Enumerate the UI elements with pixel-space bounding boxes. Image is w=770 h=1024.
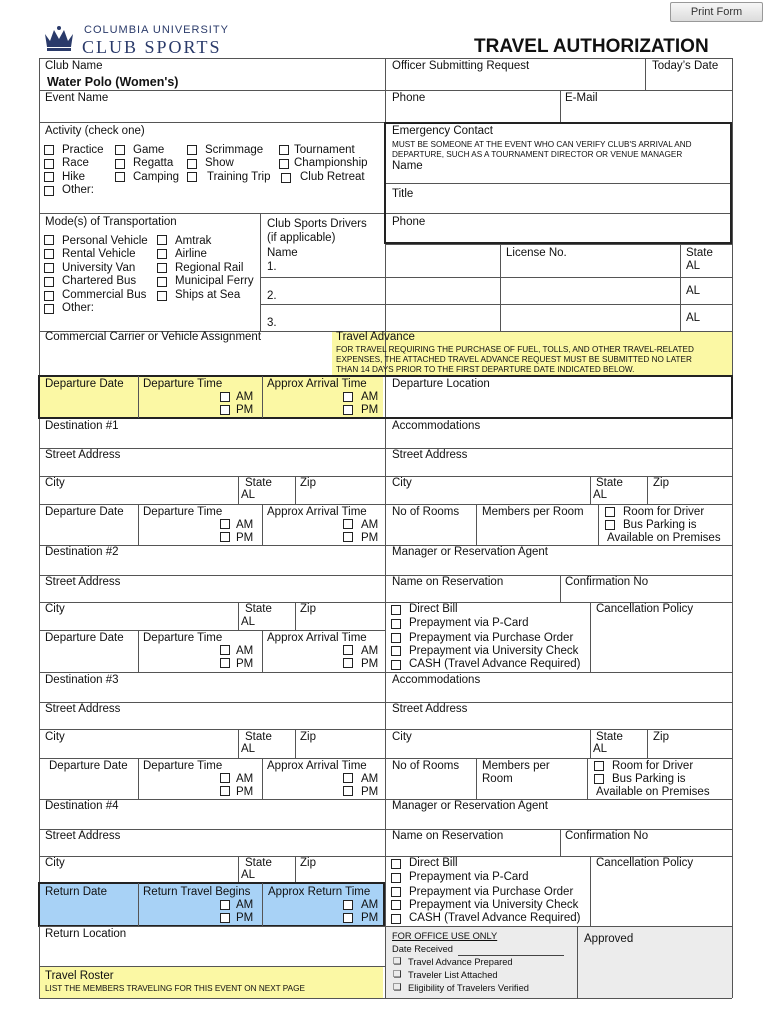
- crown-logo-icon: [42, 25, 76, 53]
- dep2-am-checkbox[interactable]: [220, 519, 230, 529]
- dest1-street-label: Street Address: [45, 449, 121, 461]
- arr2-am-label: AM: [361, 519, 379, 531]
- arr3-pm-label: PM: [361, 658, 379, 670]
- checkbox-activity-other[interactable]: [44, 186, 54, 196]
- available-2-label: Available on Premises: [596, 786, 710, 798]
- activity-label: Activity (check one): [45, 125, 145, 137]
- checkbox-municipal-ferry[interactable]: [157, 277, 167, 287]
- checkbox-hike[interactable]: [44, 172, 54, 182]
- dest3-state-value[interactable]: AL: [241, 743, 256, 755]
- option-camping: Camping: [133, 171, 180, 183]
- option-airline: Airline: [175, 248, 207, 260]
- ret-dep-pm-label: PM: [236, 912, 254, 924]
- driver-3-num: 3.: [267, 317, 277, 329]
- date-received-label: Date Received: [392, 944, 453, 954]
- dep2-pm-checkbox[interactable]: [220, 532, 230, 542]
- emergency-title-label: Title: [392, 188, 414, 200]
- departure-location-label: Departure Location: [392, 378, 490, 390]
- acc1-state-label: State: [596, 477, 623, 489]
- driver-name-label: Name: [267, 247, 298, 259]
- option-tournament: Tournament: [294, 144, 355, 156]
- pay1-direct-bill-checkbox[interactable]: [391, 605, 401, 615]
- arr2-pm-checkbox[interactable]: [343, 532, 353, 542]
- confirmation-1-label: Confirmation No: [565, 576, 649, 588]
- arr2-pm-label: PM: [361, 532, 379, 544]
- dest4-street-label: Street Address: [45, 830, 121, 842]
- checkbox-club-retreat[interactable]: [281, 173, 291, 183]
- print-form-button[interactable]: Print Form: [670, 2, 763, 22]
- return-time-label: Approx Return Time: [268, 886, 371, 898]
- option-chartered-bus: Chartered Bus: [62, 275, 137, 287]
- acc1-city-label: City: [392, 477, 412, 489]
- available-1-label: Available on Premises: [607, 532, 721, 544]
- dep3-am-checkbox[interactable]: [220, 645, 230, 655]
- travel-advance-label: Travel Advance: [336, 331, 415, 343]
- option-show: Show: [205, 157, 234, 169]
- office-item-1: Travel Advance Prepared: [408, 957, 513, 967]
- no-rooms-2-label: No of Rooms: [392, 760, 460, 772]
- club-name-label: Club Name: [45, 60, 103, 72]
- option-amtrak: Amtrak: [175, 235, 212, 247]
- office-check-1: ❏: [393, 956, 402, 966]
- pay1-cash: CASH (Travel Advance Required): [409, 658, 581, 670]
- checkbox-transport-other[interactable]: [44, 304, 54, 314]
- event-name-label: Event Name: [45, 92, 109, 104]
- name-reservation-1-label: Name on Reservation: [392, 576, 504, 588]
- arr4-am-label: AM: [361, 773, 379, 785]
- dep2-time-label: Departure Time: [143, 506, 223, 518]
- pay2-cash-checkbox[interactable]: [391, 914, 401, 924]
- option-commercial-bus: Commercial Bus: [62, 289, 147, 301]
- checkbox-camping[interactable]: [115, 172, 125, 182]
- pay2-check-checkbox[interactable]: [391, 900, 401, 910]
- dep1-time-label: Departure Time: [143, 378, 223, 390]
- checkbox-regatta[interactable]: [115, 159, 125, 169]
- pay2-check: Prepayment via University Check: [409, 899, 579, 911]
- checkbox-practice[interactable]: [44, 145, 54, 155]
- option-municipal-ferry: Municipal Ferry: [175, 275, 254, 287]
- bus-parking-2-checkbox[interactable]: [594, 774, 604, 784]
- ret-arr-am-label: AM: [361, 899, 379, 911]
- checkbox-chartered-bus[interactable]: [44, 277, 54, 287]
- checkbox-personal-vehicle[interactable]: [44, 235, 54, 245]
- dest1-state-value[interactable]: AL: [241, 489, 256, 501]
- option-regatta: Regatta: [133, 157, 174, 169]
- dep3-pm-checkbox[interactable]: [220, 658, 230, 668]
- dest2-street-label: Street Address: [45, 576, 121, 588]
- carrier-label: Commercial Carrier or Vehicle Assignment: [45, 331, 262, 343]
- driver-3-state[interactable]: AL: [686, 312, 701, 324]
- pay1-check: Prepayment via University Check: [409, 645, 579, 657]
- acc2-zip-label: Zip: [653, 731, 669, 743]
- officer-label: Officer Submitting Request: [392, 60, 530, 72]
- option-transport-other: Other:: [62, 302, 94, 314]
- dep3-date-label: Departure Date: [45, 632, 124, 644]
- travel-roster-label: Travel Roster: [45, 970, 114, 982]
- checkbox-ships-at-sea[interactable]: [157, 291, 167, 301]
- travel-advance-note-3: THAN 14 DAYS PRIOR TO THE FIRST DEPARTURE DATE INDICATED BELOW.: [336, 365, 635, 374]
- pay1-po: Prepayment via Purchase Order: [409, 632, 574, 644]
- dest2-zip-label: Zip: [300, 603, 316, 615]
- dep4-pm-label: PM: [236, 786, 254, 798]
- dest4-city-label: City: [45, 857, 65, 869]
- dep4-am-label: AM: [236, 773, 254, 785]
- room-driver-2-label: Room for Driver: [612, 760, 694, 772]
- checkbox-rental-vehicle[interactable]: [44, 249, 54, 259]
- driver-1-state[interactable]: AL: [686, 260, 701, 272]
- dep4-time-label: Departure Time: [143, 760, 223, 772]
- dest3-state-label: State: [245, 731, 272, 743]
- dep1-date-label: Departure Date: [45, 378, 124, 390]
- arr1-am-label: AM: [361, 391, 379, 403]
- driver-state-label: State: [686, 247, 713, 259]
- option-activity-other: Other:: [62, 184, 94, 196]
- pay2-direct-bill-checkbox[interactable]: [391, 859, 401, 869]
- return-begins-label: Return Travel Begins: [143, 886, 251, 898]
- option-practice: Practice: [62, 144, 104, 156]
- drivers-label: Club Sports Drivers: [267, 218, 367, 230]
- office-item-3: Eligibility of Travelers Verified: [408, 983, 529, 993]
- pay1-po-checkbox[interactable]: [391, 633, 401, 643]
- acc2-street-label: Street Address: [392, 703, 468, 715]
- ret-dep-am-checkbox[interactable]: [220, 900, 230, 910]
- pay1-check-checkbox[interactable]: [391, 646, 401, 656]
- arr3-am-checkbox[interactable]: [343, 645, 353, 655]
- destination-1-label: Destination #1: [45, 420, 119, 432]
- room-driver-1-label: Room for Driver: [623, 506, 705, 518]
- accommodations-1-label: Accommodations: [392, 420, 481, 432]
- email-label: E-Mail: [565, 92, 598, 104]
- pay2-po-checkbox[interactable]: [391, 887, 401, 897]
- dep1-am-checkbox[interactable]: [220, 392, 230, 402]
- option-ships-at-sea: Ships at Sea: [175, 289, 241, 301]
- logo-university: COLUMBIA UNIVERSITY: [84, 24, 229, 36]
- emergency-note-2: DEPARTURE, SUCH AS A TOURNAMENT DIRECTOR OR VENUE MANAGER: [392, 150, 683, 159]
- drivers-label-sub: (if applicable): [267, 232, 336, 244]
- office-check-2: ❏: [393, 969, 402, 979]
- dest2-state-label: State: [245, 603, 272, 615]
- checkbox-amtrak[interactable]: [157, 235, 167, 245]
- office-item-2: Traveler List Attached: [408, 970, 498, 980]
- cancellation-1-label: Cancellation Policy: [596, 603, 694, 615]
- bus-parking-2-label: Bus Parking is: [612, 773, 686, 785]
- approved-label: Approved: [584, 933, 634, 945]
- dest4-zip-label: Zip: [300, 857, 316, 869]
- arr1-am-checkbox[interactable]: [343, 392, 353, 402]
- dep1-pm-label: PM: [236, 404, 254, 416]
- dest3-zip-label: Zip: [300, 731, 316, 743]
- driver-1-num: 1.: [267, 261, 277, 273]
- ret-dep-pm-checkbox[interactable]: [220, 913, 230, 923]
- return-date-label: Return Date: [45, 886, 108, 898]
- option-game: Game: [133, 144, 165, 156]
- arr1-pm-label: PM: [361, 404, 379, 416]
- dep3-am-label: AM: [236, 645, 254, 657]
- room-driver-2-checkbox[interactable]: [594, 761, 604, 771]
- option-training-trip: Training Trip: [207, 171, 271, 183]
- transport-label: Mode(s) of Transportation: [45, 216, 177, 228]
- arr4-pm-label: PM: [361, 786, 379, 798]
- dest1-state-label: State: [245, 477, 272, 489]
- dep2-arrival-label: Approx Arrival Time: [267, 506, 367, 518]
- dep1-pm-checkbox[interactable]: [220, 405, 230, 415]
- arr4-am-checkbox[interactable]: [343, 773, 353, 783]
- acc2-city-label: City: [392, 731, 412, 743]
- room-driver-1-checkbox[interactable]: [605, 507, 615, 517]
- ret-arr-am-checkbox[interactable]: [343, 900, 353, 910]
- option-rental-vehicle: Rental Vehicle: [62, 248, 136, 260]
- dep4-pm-checkbox[interactable]: [220, 786, 230, 796]
- destination-4-label: Destination #4: [45, 800, 119, 812]
- arr2-am-checkbox[interactable]: [343, 519, 353, 529]
- emergency-contact-label: Emergency Contact: [392, 125, 493, 137]
- dep2-am-label: AM: [236, 519, 254, 531]
- arr3-pm-checkbox[interactable]: [343, 658, 353, 668]
- option-scrimmage: Scrimmage: [205, 144, 264, 156]
- checkbox-commercial-bus[interactable]: [44, 291, 54, 301]
- cancellation-2-label: Cancellation Policy: [596, 857, 694, 869]
- dep3-arrival-label: Approx Arrival Time: [267, 632, 367, 644]
- dep4-date-label: Departure Date: [49, 760, 128, 772]
- destination-3-label: Destination #3: [45, 674, 119, 686]
- dest4-state-label: State: [245, 857, 272, 869]
- acc2-state-label: State: [596, 731, 623, 743]
- dep3-pm-label: PM: [236, 658, 254, 670]
- dep4-am-checkbox[interactable]: [220, 773, 230, 783]
- dep1-arrival-label: Approx Arrival Time: [267, 378, 367, 390]
- acc1-street-label: Street Address: [392, 449, 468, 461]
- form-title: TRAVEL AUTHORIZATION: [474, 36, 709, 57]
- dest2-state-value[interactable]: AL: [241, 616, 256, 628]
- pay2-pcard: Prepayment via P-Card: [409, 871, 529, 883]
- ret-arr-pm-label: PM: [361, 912, 379, 924]
- checkbox-training-trip[interactable]: [187, 172, 197, 182]
- manager-2-label: Manager or Reservation Agent: [392, 800, 548, 812]
- ret-arr-pm-checkbox[interactable]: [343, 913, 353, 923]
- checkbox-championship[interactable]: [279, 159, 289, 169]
- checkbox-race[interactable]: [44, 159, 54, 169]
- checkbox-show[interactable]: [187, 159, 197, 169]
- pay1-pcard: Prepayment via P-Card: [409, 617, 529, 629]
- arr3-am-label: AM: [361, 645, 379, 657]
- dest4-state-value[interactable]: AL: [241, 869, 256, 881]
- driver-2-num: 2.: [267, 290, 277, 302]
- dep3-time-label: Departure Time: [143, 632, 223, 644]
- destination-2-label: Destination #2: [45, 546, 119, 558]
- office-check-3: ❏: [393, 982, 402, 992]
- dest1-city-label: City: [45, 477, 65, 489]
- dest3-street-label: Street Address: [45, 703, 121, 715]
- confirmation-2-label: Confirmation No: [565, 830, 649, 842]
- emergency-name-label: Name: [392, 160, 423, 172]
- license-label: License No.: [506, 247, 567, 259]
- dest3-city-label: City: [45, 731, 65, 743]
- phone-label: Phone: [392, 92, 426, 104]
- pay1-direct-bill: Direct Bill: [409, 603, 458, 615]
- option-championship: Championship: [294, 157, 368, 169]
- acc1-zip-label: Zip: [653, 477, 669, 489]
- option-hike: Hike: [62, 171, 86, 183]
- pay2-cash: CASH (Travel Advance Required): [409, 912, 581, 924]
- acc1-state-value[interactable]: AL: [593, 489, 608, 501]
- checkbox-regional-rail[interactable]: [157, 263, 167, 273]
- travel-advance-note-2: EXPENSES, THE ATTACHED TRAVEL ADVANCE REQUEST MUST BE SUBMITTED NO LATER: [336, 355, 692, 364]
- checkbox-tournament[interactable]: [279, 145, 289, 155]
- checkbox-university-van[interactable]: [44, 263, 54, 273]
- no-rooms-1-label: No of Rooms: [392, 506, 460, 518]
- today-date-label: Today’s Date: [652, 60, 719, 72]
- pay1-cash-checkbox[interactable]: [391, 660, 401, 670]
- travel-roster-note: LIST THE MEMBERS TRAVELING FOR THIS EVENT ON NEXT PAGE: [45, 984, 305, 993]
- logo-club-sports: CLUB SPORTS: [82, 37, 222, 57]
- members-per-2-label: Members per: [482, 760, 550, 772]
- option-club-retreat: Club Retreat: [300, 171, 365, 183]
- accommodations-2-label: Accommodations: [392, 674, 481, 686]
- pay2-pcard-checkbox[interactable]: [391, 873, 401, 883]
- name-reservation-2-label: Name on Reservation: [392, 830, 504, 842]
- arr4-pm-checkbox[interactable]: [343, 786, 353, 796]
- option-race: Race: [62, 157, 89, 169]
- checkbox-scrimmage[interactable]: [187, 145, 197, 155]
- pay2-po: Prepayment via Purchase Order: [409, 886, 574, 898]
- option-personal-vehicle: Personal Vehicle: [62, 235, 148, 247]
- pay1-pcard-checkbox[interactable]: [391, 619, 401, 629]
- checkbox-airline[interactable]: [157, 249, 167, 259]
- pay2-direct-bill: Direct Bill: [409, 857, 458, 869]
- dest2-city-label: City: [45, 603, 65, 615]
- option-regional-rail: Regional Rail: [175, 262, 244, 274]
- club-name-value[interactable]: Water Polo (Women's): [47, 75, 179, 89]
- emergency-note-1: MUST BE SOMEONE AT THE EVENT WHO CAN VERIFY CLUB'S ARRIVAL AND: [392, 140, 692, 149]
- members-per-room-1-label: Members per Room: [482, 506, 584, 518]
- bus-parking-1-label: Bus Parking is: [623, 519, 697, 531]
- ret-dep-am-label: AM: [236, 899, 254, 911]
- emergency-phone-label: Phone: [392, 216, 426, 228]
- travel-advance-note-1: FOR TRAVEL REQUIRING THE PURCHASE OF FUEL, TOLLS, AND OTHER TRAVEL-RELATED: [336, 345, 694, 354]
- office-use-label: FOR OFFICE USE ONLY: [392, 931, 498, 941]
- option-university-van: University Van: [62, 262, 136, 274]
- dep4-arrival-label: Approx Arrival Time: [267, 760, 367, 772]
- manager-1-label: Manager or Reservation Agent: [392, 546, 548, 558]
- return-location-label: Return Location: [45, 928, 127, 940]
- room-2-label: Room: [482, 773, 513, 785]
- dep2-date-label: Departure Date: [45, 506, 124, 518]
- dest1-zip-label: Zip: [300, 477, 316, 489]
- driver-2-state[interactable]: AL: [686, 285, 701, 297]
- dep1-am-label: AM: [236, 391, 254, 403]
- dep2-pm-label: PM: [236, 532, 254, 544]
- arr1-pm-checkbox[interactable]: [343, 405, 353, 415]
- acc2-state-value[interactable]: AL: [593, 743, 608, 755]
- bus-parking-1-checkbox[interactable]: [605, 520, 615, 530]
- checkbox-game[interactable]: [115, 145, 125, 155]
